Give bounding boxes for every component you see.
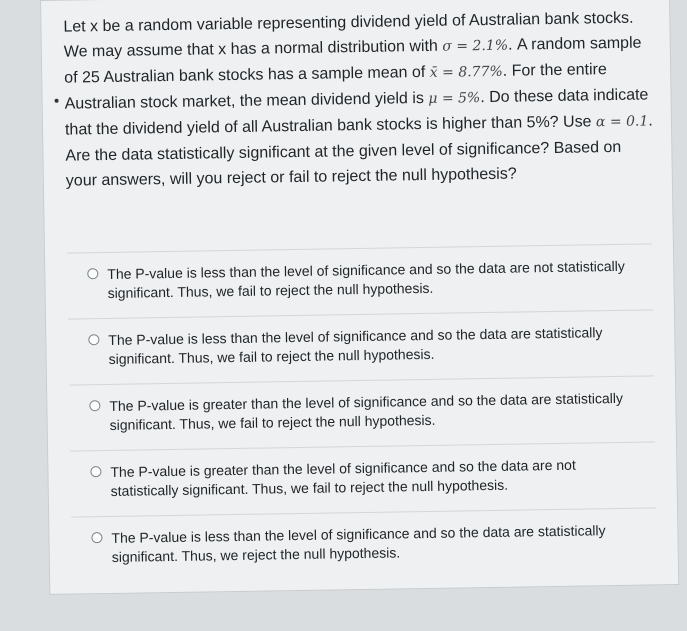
xbar-expression: x̄ = 8.77% — [429, 63, 503, 81]
option-d[interactable] — [70, 442, 656, 516]
radio-button-icon[interactable] — [87, 268, 98, 279]
option-b[interactable] — [68, 310, 654, 384]
mu-expression: μ = 5% — [428, 90, 481, 107]
answer-options — [67, 243, 657, 582]
question-part-3: . For the entire Australian stock market, the mean dividend yield is — [64, 61, 607, 113]
sigma-expression: σ = 2.1% — [442, 37, 509, 55]
option-c-label: The P-value is greater than the level of significance and so the data are statistically significant. Thus, we fail to reject the null hypothesis. — [109, 389, 624, 433]
option-b-label: The P-value is less than the level of significance and so the data are statistically significant. Thus, we fail to reject the null hypothesis. — [108, 324, 603, 367]
bullet-dot — [55, 99, 59, 103]
question-part-1: Let x be a random variable representing dividend yield of Australian bank stocks. We may assume that x has a normal distribution with — [63, 9, 634, 61]
option-d-label: The P-value is greater than the level of significance and so the data are not statistically significant. Thus, we fail to reject the null hypothesis. — [110, 456, 576, 499]
question-card — [40, 0, 679, 595]
radio-button-icon[interactable] — [91, 532, 102, 543]
question-part-5: . Are the data statistically significant at the given level of significance? Based on your answers, will you reject or fail to reject the null hypothesis? — [65, 112, 653, 190]
radio-button-icon[interactable] — [90, 466, 101, 477]
radio-button-icon[interactable] — [88, 334, 99, 345]
question-text — [63, 5, 656, 193]
alpha-expression: α = 0.1 — [595, 113, 649, 131]
question-part-2: . A random sample of 25 Australian bank stocks has a sample mean of — [64, 34, 642, 87]
question-part-4: . Do these data indicate that the dividend yield of all Australian bank stocks is higher than 5%? Use — [64, 86, 649, 139]
radio-button-icon[interactable] — [89, 400, 100, 411]
option-c[interactable] — [69, 376, 655, 450]
option-a[interactable] — [67, 244, 653, 318]
option-e[interactable] — [71, 508, 657, 582]
option-e-label: The P-value is less than the level of significance and so the data are statistically significant. Thus, we reject the null hypothesis. — [111, 522, 606, 565]
option-a-label: The P-value is less than the level of significance and so the data are not statistically significant. Thus, we fail to reject the null hypothesis. — [107, 257, 625, 301]
